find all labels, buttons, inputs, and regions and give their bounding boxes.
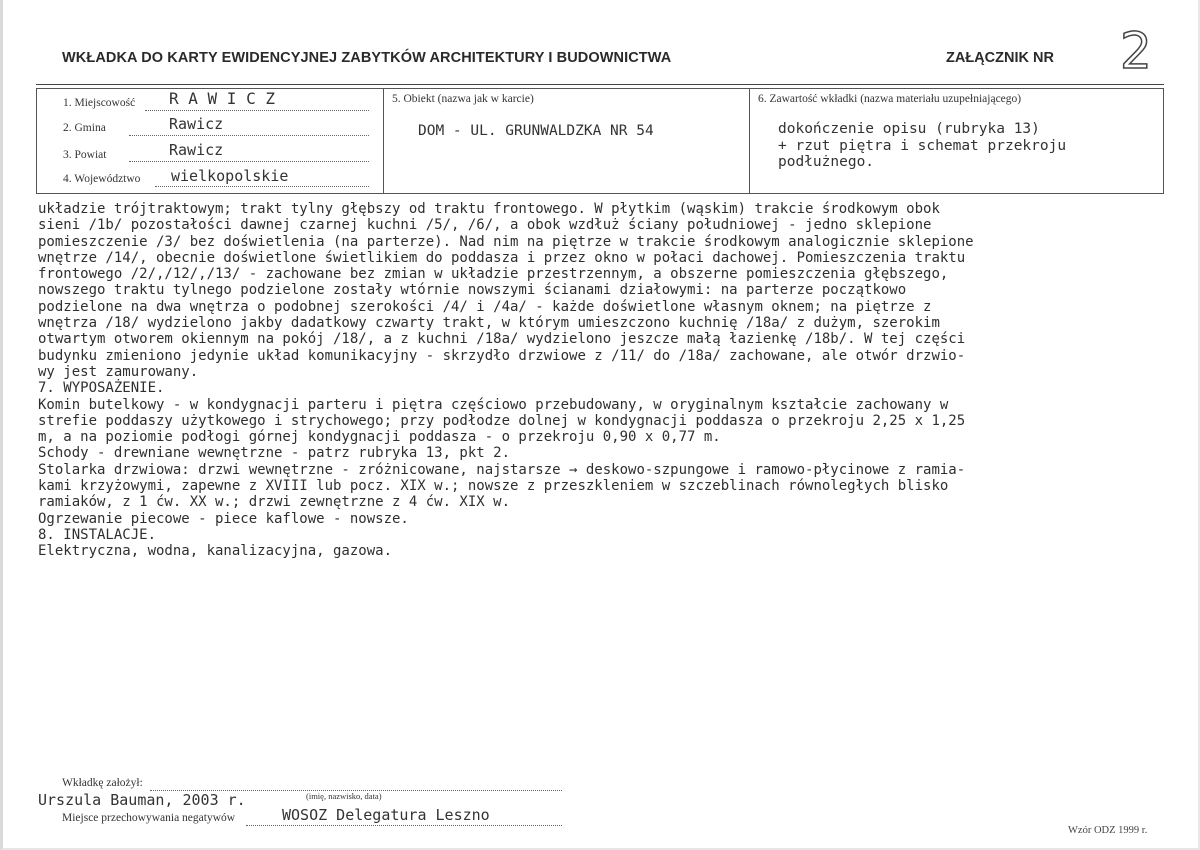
zawartosc-value — [778, 121, 1066, 171]
wojewodztwo-dots — [155, 186, 369, 187]
form-title: WKŁADKA DO KARTY EWIDENCYJNEJ ZABYTKÓW ARCHITEKTURY I BUDOWNICTWA — [62, 50, 672, 66]
description-text — [38, 201, 1178, 560]
obiekt-value: DOM - UL. GRUNWALDZKA NR 54 — [418, 123, 654, 139]
text-line: 8. INSTALACJE. — [38, 526, 157, 543]
text-line: pomieszczenie /3/ bez doświetlenia (na parterze). Nad nim na piętrze w trakcie środkowym analogicznie sklepione — [38, 233, 974, 250]
text-line: wnętrza /18/ wydzielono jakby dadatkowy czwarty trakt, w którym umieszczono kuchnię /18a/ z dużym, szerokim — [38, 315, 940, 332]
miejscowosc-value: R A W I C Z — [169, 89, 275, 108]
text-line: podzielone na dwa wnętrza o podobnej szerokości /4/ i /4a/ - każde doświetlone własnym oknem; na piętrze z — [38, 298, 932, 315]
miejscowosc-dots — [145, 110, 369, 111]
negatywy-value: WOSOZ Delegatura Leszno — [282, 806, 490, 824]
text-line: frontowego /2/,/12/,/13/ - zachowane bez zmian w układzie przestrzennym, a obszerne pomieszczenia głębszego, — [38, 266, 949, 283]
attachment-label: ZAŁĄCZNIK NR — [946, 50, 1054, 66]
text-line: ramiaków, z 1 ćw. XX w.; drzwi zewnętrzne z 4 ćw. XIX w. — [38, 494, 511, 511]
text-line: 7. WYPOSAŻENIE. — [38, 380, 165, 397]
zawartosc-box — [750, 88, 1164, 194]
obiekt-box — [384, 88, 750, 194]
zalozyl-hint: (imię, nazwisko, data) — [306, 791, 382, 801]
text-line: sieni /1b/ pozostałości dawnej czarnej kuchni /5/, /6/, a obok wzdłuż ściany południowej - jedno sklepione — [38, 217, 932, 234]
text-line: otwartym otworem okiennym na pokój /18/, a z kuchni /18a/ wydzielono jeszcze małą łazienkę /18b/. W tej części — [38, 331, 966, 348]
miejscowosc-label: 1. Miejscowość — [63, 97, 136, 109]
zawartosc-line: + rzut piętra i schemat przekroju — [778, 137, 1067, 154]
powiat-value: Rawicz — [169, 141, 224, 159]
zalozyl-value: Urszula Bauman, 2003 r. — [38, 791, 246, 809]
gmina-value: Rawicz — [169, 115, 224, 133]
text-line: strefie poddaszy użytkowego i strychowego; przy podłodze dolnej w kondygnacji poddasza o przekroju 2,25 x 1,25 — [38, 412, 966, 429]
gmina-dots — [129, 135, 369, 136]
zawartosc-line: podłużnego. — [778, 154, 875, 170]
powiat-label: 3. Powiat — [63, 149, 107, 161]
gmina-label: 2. Gmina — [63, 122, 106, 134]
attachment-number: 2 — [1120, 22, 1152, 80]
header-divider — [36, 84, 1164, 85]
zawartosc-line: dokończenie opisu (rubryka 13) — [778, 121, 1040, 137]
location-box — [36, 88, 384, 194]
text-line: Komin butelkowy - w kondygnacji parteru i piętra częściowo przebudowany, w oryginalnym kształcie zachowany w — [38, 396, 949, 413]
wojewodztwo-label: 4. Województwo — [63, 173, 141, 185]
powiat-dots — [129, 161, 369, 162]
text-line: wy jest zamurowany. — [38, 363, 199, 380]
text-line: Stolarka drzwiowa: drzwi wewnętrzne - zróżnicowane, najstarsze → deskowo-szpungowe i ramowo-płycinowe z ramia- — [38, 461, 966, 478]
text-line: wnętrze /14/, obecnie doświetlone świetlikiem do poddasza i przez okno w połaci dachowej. Pomieszczenia traktu — [38, 249, 966, 266]
text-line: Schody - drewniane wewnętrzne - patrz rubryka 13, pkt 2. — [38, 445, 511, 462]
text-line: m, a na poziomie podłogi górnej kondygnacji poddasza - o przekroju 0,90 x 0,77 m. — [38, 429, 721, 446]
text-line: nowszego traktu tylnego podzielone zostały wtórnie nowszymi ścianami działowymi: na parterze początkowo — [38, 282, 907, 299]
form-template-note: Wzór ODZ 1999 r. — [1068, 825, 1148, 836]
text-line: układzie trójtraktowym; trakt tylny głębszy od traktu frontowego. W płytkim (wąskim) trakcie środkowym obok — [38, 201, 940, 217]
wojewodztwo-value: wielkopolskie — [171, 167, 289, 185]
zalozyl-label: Wkładkę założył: — [62, 777, 143, 789]
text-line: Elektryczna, wodna, kanalizacyjna, gazowa. — [38, 543, 393, 560]
text-line: kami krzyżowymi, zapewne z XVIII lub pocz. XIX w.; nowsze z przeszkleniem w szczeblinach równoległych blisko — [38, 478, 949, 495]
negatywy-label: Miejsce przechowywania negatywów — [62, 812, 236, 824]
obiekt-label: 5. Obiekt (nazwa jak w karcie) — [392, 93, 534, 105]
text-line: budynku zmieniono jedynie układ komunikacyjny - skrzydło drzwiowe z /11/ do /18a/ zachowane, ale otwór drzwio- — [38, 347, 966, 364]
text-line: Ogrzewanie piecowe - piece kaflowe - nowsze. — [38, 510, 409, 527]
negatywy-dots — [246, 825, 562, 826]
zawartosc-label: 6. Zawartość wkładki (nazwa materiału uzupełniającego) — [758, 93, 1022, 105]
